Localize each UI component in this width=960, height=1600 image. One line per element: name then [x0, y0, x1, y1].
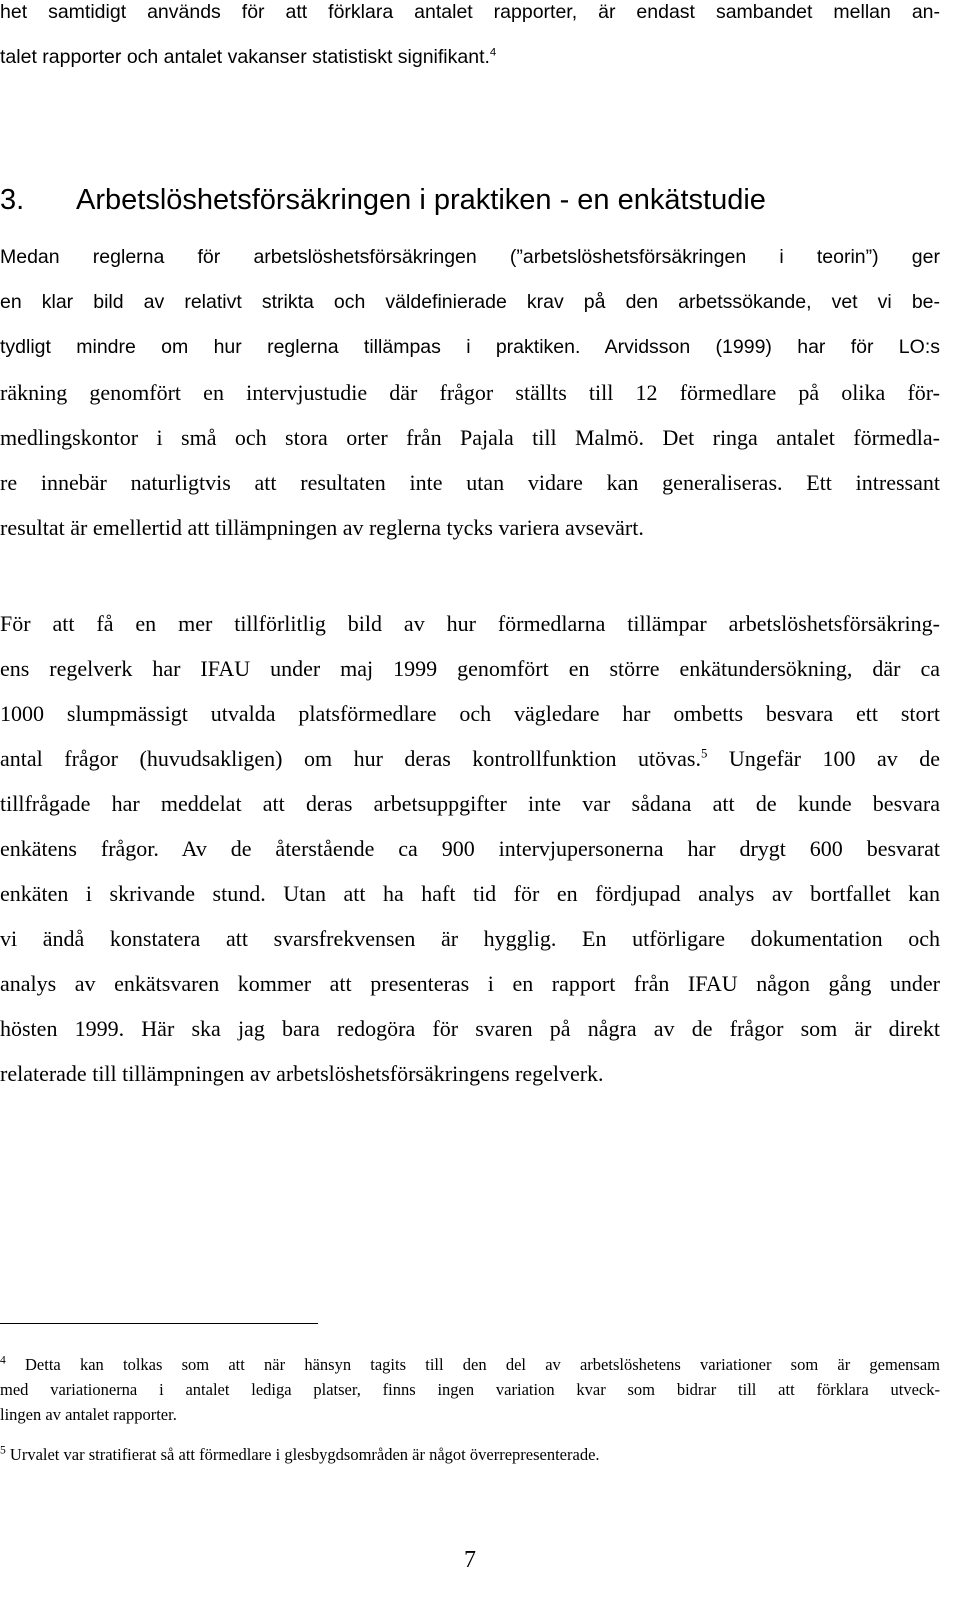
footnote-5: [0, 1442, 940, 1467]
footnote-text: Detta kan tolkas som att när hänsyn tagits till den del av arbetslöshetens variationer som är gemensam: [25, 1355, 940, 1374]
text-line: Medan reglerna för arbetslöshetsförsäkringen (”arbetslöshetsförsäkringen i teorin”) ger: [0, 246, 940, 268]
footnote-text: Urvalet var stratifierat så att förmedlare i glesbygdsområden är något överrepresenterade.: [9, 1445, 600, 1464]
paragraph-1-continued: [0, 370, 940, 550]
text-line: resultat är emellertid att tillämpningen av reglerna tycks variera avsevärt.: [0, 515, 644, 540]
text-line: re innebär naturligtvis att resultaten inte utan vidare kan generaliseras. Ett intressant: [0, 470, 940, 495]
text-line: tydligt mindre om hur reglerna tillämpas i praktiken. Arvidsson (1999) har för LO:s: [0, 336, 940, 358]
footnote-reference: 4: [489, 46, 497, 59]
footnote-number: 4: [0, 1354, 6, 1367]
text-line: enkäten i skrivande stund. Utan att ha haft tid för en fördjupad analys av bortfallet kan: [0, 881, 940, 906]
section-number: 3.: [0, 184, 25, 216]
text-line: ens regelverk har IFAU under maj 1999 genomfört en större enkätundersökning, där ca: [0, 656, 940, 681]
footnote-line: [0, 1442, 940, 1467]
text-line: räkning genomfört en intervjustudie där frågor ställts till 12 förmedlare på olika för-: [0, 380, 940, 405]
footnote-line: lingen av antalet rapporter.: [0, 1405, 177, 1424]
text-line: en klar bild av relativt strikta och väldefinierade krav på den arbetssökande, vet vi be-: [0, 291, 940, 313]
text-line: 1000 slumpmässigt utvalda platsförmedlare och vägledare har ombetts besvara ett stort: [0, 701, 940, 726]
text-line-content: antal frågor (huvudsakligen) om hur deras kontrollfunktion utövas.: [0, 746, 701, 771]
page-number: 7: [464, 1547, 476, 1573]
footnote-number: 5: [0, 1444, 6, 1457]
text-line: För att få en mer tillförlitlig bild av hur förmedlarna tillämpar arbetslöshetsförsäkring-: [0, 611, 940, 636]
text-line: medlingskontor i små och stora orter från Pajala till Malmö. Det ringa antalet förmedla-: [0, 425, 940, 450]
paragraph-1: [0, 235, 940, 370]
footnote-separator: [0, 1323, 318, 1324]
previous-paragraph: [0, 0, 940, 80]
footnote-reference: 5: [701, 746, 708, 761]
text-line: relaterade till tillämpningen av arbetslöshetsförsäkringens regelverk.: [0, 1061, 604, 1086]
text-line: analys av enkätsvaren kommer att presenteras i en rapport från IFAU någon gång under: [0, 971, 940, 996]
footnote-line: [0, 1352, 940, 1377]
text-line: enkätens frågor. Av de återstående ca 900 intervjupersonerna har drygt 600 besvarat: [0, 836, 940, 861]
footnote-4: [0, 1352, 940, 1427]
paragraph-2: [0, 601, 940, 1096]
text-line-content: Ungefär 100 av de: [728, 746, 940, 771]
text-line-content: talet rapporter och antalet vakanser statistiskt signifikant.: [0, 46, 490, 68]
section-title: Arbetslöshetsförsäkringen i praktiken - en enkätstudie: [76, 184, 766, 216]
text-line: vi ändå konstatera att svarsfrekvensen är hygglig. En utförligare dokumentation och: [0, 926, 940, 951]
footnote-line: med variationerna i antalet lediga platser, finns ingen variation kvar som bidrar till att förklara utveck-: [0, 1380, 940, 1399]
text-line: het samtidigt används för att förklara antalet rapporter, är endast sambandet mellan an-: [0, 1, 940, 23]
text-line: hösten 1999. Här ska jag bara redogöra för svaren på några av de frågor som är direkt: [0, 1016, 940, 1041]
section-heading: [0, 180, 940, 220]
text-line: [0, 35, 940, 80]
text-line: [0, 736, 940, 781]
text-line: tillfrågade har meddelat att deras arbetsuppgifter inte var sådana att de kunde besvara: [0, 791, 940, 816]
